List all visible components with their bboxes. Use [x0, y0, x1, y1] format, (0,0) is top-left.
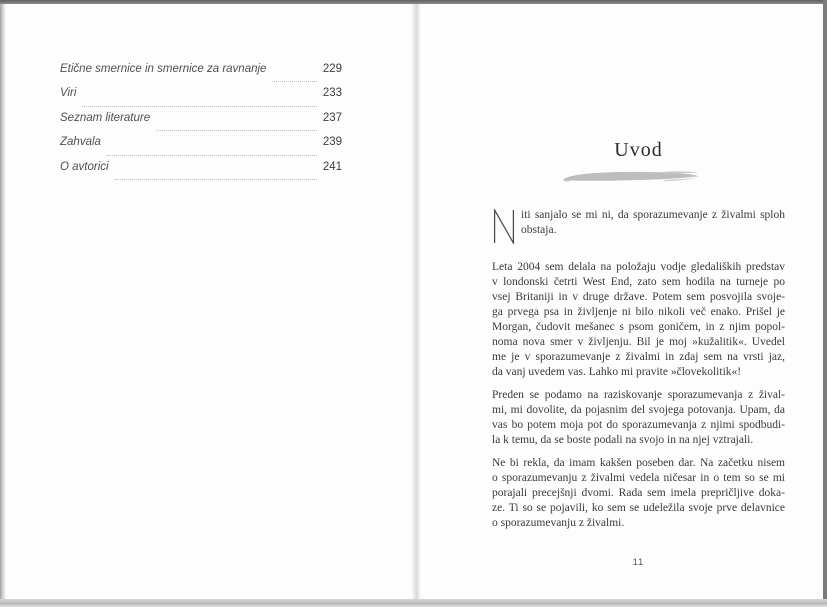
toc-page-number: 229	[322, 63, 342, 75]
text-line: Leta 2004 sem delala na položaju vodje gledaliških predstav	[492, 261, 785, 273]
toc-page-number: 237	[322, 111, 342, 124]
brush-stroke-icon	[561, 166, 701, 186]
toc-entry-label: O avtorici	[60, 160, 109, 173]
toc-dotted-leader	[115, 179, 317, 180]
page-number: 11	[632, 557, 645, 567]
toc-page-number: 233	[322, 87, 342, 100]
text-line: iti sanjalo se mi ni, da sporazumevanje z živalmi sploh	[521, 209, 785, 221]
toc-entry	[60, 161, 342, 185]
text-line: me je v sporazumevanje z živalmi in zdaj sem na vrsti jaz,	[492, 351, 785, 363]
scan-border-left	[0, 0, 6, 600]
text-line: Ne bi rekla, da imam kakšen poseben dar. Na začetku nisem	[492, 457, 785, 469]
toc-entry	[60, 63, 342, 87]
toc-dotted-leader	[107, 155, 317, 156]
toc-dotted-leader	[272, 81, 316, 82]
text-line: porajali precejšnji dvomi. Rada sem imela prepričljive doka-	[492, 487, 785, 499]
scan-border-right	[823, 0, 827, 607]
text-line: o sporazumevanju z živalmi vedela ničesar in o tem so se mi	[492, 472, 785, 484]
toc-entry	[60, 87, 342, 111]
paragraph-lines	[521, 208, 785, 244]
text-line: obstaja.	[521, 224, 557, 236]
text-line: la k temu, da se boste podali na svojo in na njej vztrajali.	[492, 434, 754, 446]
drop-cap-letter-n	[492, 209, 516, 244]
toc-entry	[60, 112, 342, 136]
table-of-contents	[60, 63, 342, 185]
toc-page-number: 241	[322, 160, 342, 173]
toc-entry-label: Viri	[60, 87, 77, 100]
scan-border-bottom	[0, 599, 827, 607]
paragraph	[492, 388, 785, 448]
toc-dotted-leader	[82, 106, 316, 107]
text-line: mi, mi dovolite, da pojasnim del svojega potovanja. Upam, da	[492, 404, 785, 416]
chapter-title: Uvod	[614, 139, 663, 161]
scan-border-top	[0, 0, 827, 4]
text-line: vsej Britaniji in v druge države. Potem sem posvojila svoje-	[492, 291, 785, 303]
toc-page-number: 239	[322, 136, 342, 149]
page-gutter	[411, 3, 421, 599]
paragraph	[492, 456, 785, 531]
text-line: v londonski četrti West End, zato sem hodila na turneje po	[492, 276, 785, 288]
text-line: Morgan, čudovit mešanec s psom goničem, in z njim popol-	[492, 321, 785, 333]
text-line: ga prvega psa in življenje ni bilo nikoli več enako. Prišel je	[492, 306, 785, 318]
toc-entry	[60, 136, 342, 160]
toc-entry-label: Seznam literature	[60, 111, 151, 124]
text-line: ze. Ti so se pojavili, ko sem se udeležila svoje prve delavnice	[492, 502, 785, 514]
text-line: da vanj uvedem vas. Lahko mi pravite »človekolitik«!	[492, 366, 742, 378]
paragraph	[492, 260, 785, 380]
body-text	[492, 208, 785, 539]
paragraph	[492, 208, 785, 244]
text-line: noma nova smer v življenju. Bil je moj »kužalitik«. Uvedel	[492, 336, 785, 348]
text-line: Preden se podamo na raziskovanje sporazumevanja z žival-	[492, 389, 785, 401]
toc-entry-label: Zahvala	[60, 136, 101, 149]
text-line: vas bo potem moja pot do sporazumevanja z njimi spodbudi-	[492, 419, 785, 431]
toc-dotted-leader	[156, 130, 317, 131]
toc-entry-label: Etične smernice in smernice za ravnanje	[60, 63, 267, 75]
text-line: o sporazumevanju z živalmi.	[492, 517, 625, 529]
